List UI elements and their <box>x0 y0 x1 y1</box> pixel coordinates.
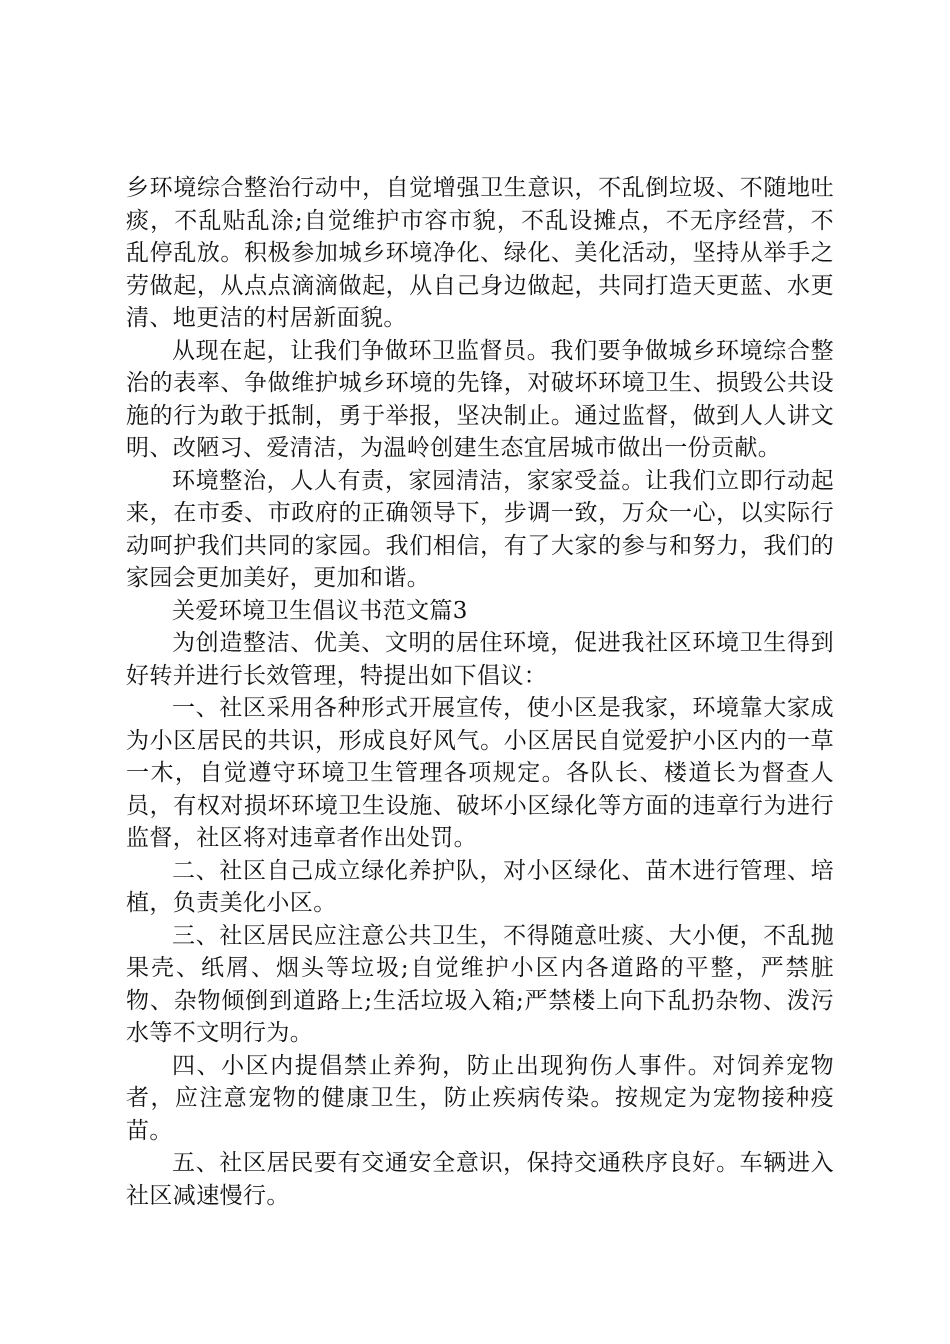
paragraph-item-2: 二、社区自己成立绿化养护队，对小区绿化、苗木进行管理、培植，负责美化小区。 <box>126 857 834 916</box>
paragraph-continuation: 乡环境综合整治行动中，自觉增强卫生意识，不乱倒垃圾、不随地吐痰，不乱贴乱涂;自觉维护市容市貌，不乱设摊点，不无序经营，不乱停乱放。积极参加城乡环境净化、绿化、美化活动，坚持从举手之劳做起，从点点滴滴做起，从自己身边做起，共同打造天更蓝、水更清、地更洁的村居新面貌。 <box>126 175 834 331</box>
document-body <box>126 172 834 1212</box>
paragraph-item-4: 四、小区内提倡禁止养狗，防止出现狗伤人事件。对饲养宠物者，应注意宠物的健康卫生，防止疾病传染。按规定为宠物接种疫苗。 <box>126 1052 834 1144</box>
paragraph-call-to-action: 环境整治，人人有责，家园清洁，家家受益。让我们立即行动起来，在市委、市政府的正确领导下，步调一致，万众一心，以实际行动呵护我们共同的家园。我们相信，有了大家的参与和努力，我们的家园会更加美好，更加和谐。 <box>126 467 834 591</box>
paragraph-intro: 为创造整洁、优美、文明的居住环境，促进我社区环境卫生得到好转并进行长效管理，特提出如下倡议： <box>126 630 834 689</box>
paragraph-item-3: 三、社区居民应注意公共卫生，不得随意吐痰、大小便，不乱抛果壳、纸屑、烟头等垃圾;自觉维护小区内各道路的平整，严禁脏物、杂物倾倒到道路上;生活垃圾入箱;严禁楼上向下乱扔杂物、泼污水等不文明行为。 <box>126 922 834 1046</box>
paragraph-item-1: 一、社区采用各种形式开展宣传，使小区是我家，环境靠大家成为小区居民的共识，形成良好风气。小区居民自觉爱护小区内的一草一木，自觉遵守环境卫生管理各项规定。各队长、楼道长为督查人员，有权对损坏环境卫生设施、破坏小区绿化等方面的违章行为进行监督，社区将对违章者作出处罚。 <box>126 695 834 851</box>
paragraph-item-5: 五、社区居民要有交通安全意识，保持交通秩序良好。车辆进入社区减速慢行。 <box>126 1150 834 1209</box>
paragraph-supervisor: 从现在起，让我们争做环卫监督员。我们要争做城乡环境综合整治的表率、争做维护城乡环境的先锋，对破坏环境卫生、损毁公共设施的行为敢于抵制，勇于举报，坚决制止。通过监督，做到人人讲文明、改陋习、爱清洁，为温岭创建生态宜居城市做出一份贡献。 <box>126 337 834 461</box>
section-heading: 关爱环境卫生倡议书范文篇3 <box>172 597 468 624</box>
